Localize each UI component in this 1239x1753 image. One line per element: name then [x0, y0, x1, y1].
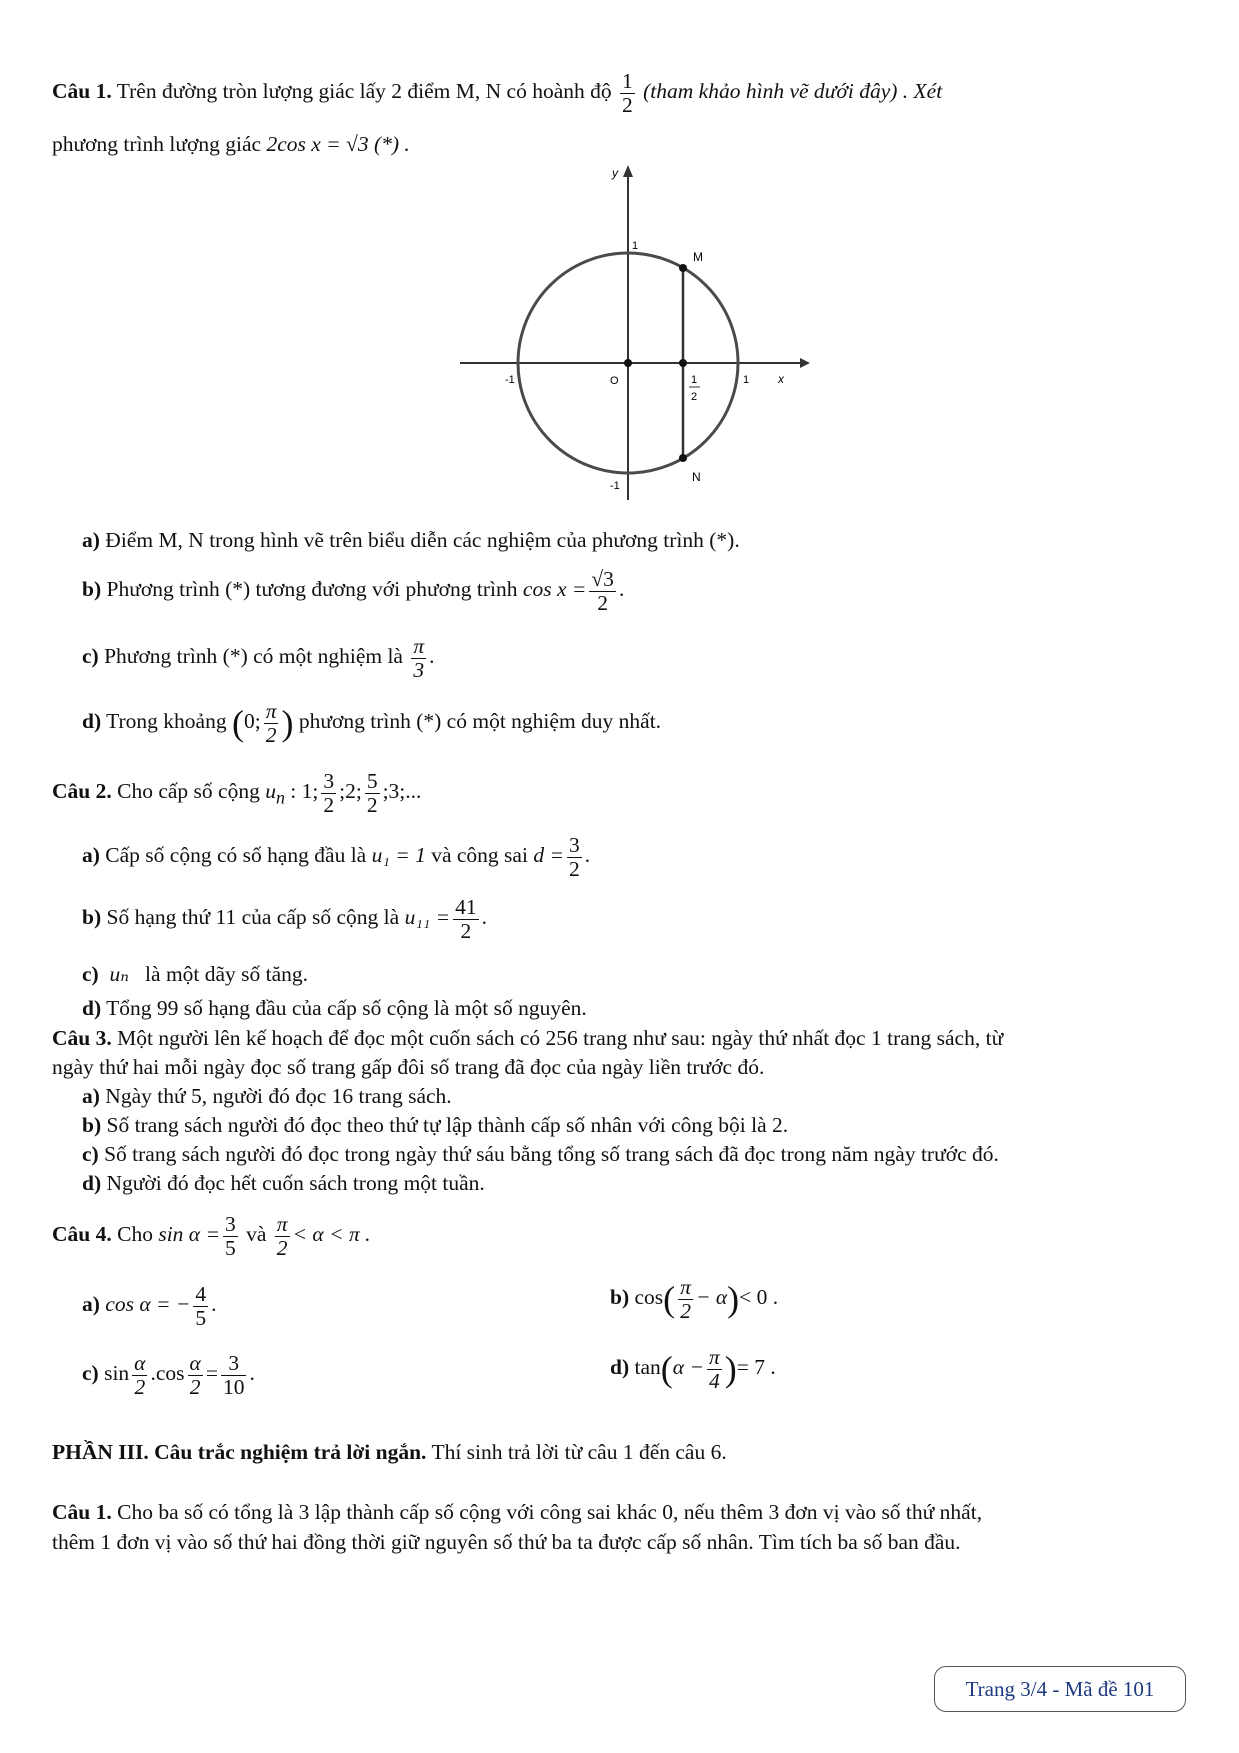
q1-item-d: d) Trong khoảng (0; $\frac{\pi}{2}$ ) phương trình (*) có một nghiệm duy nhất. [82, 699, 662, 747]
q4-item-a: a) cos α = − $\frac{4}{5}$ . [82, 1282, 217, 1330]
page-footer: Trang 3/4 - Mã đề 101 [934, 1666, 1186, 1712]
origin-label: O [610, 375, 619, 387]
point-half [679, 359, 687, 367]
q3-item-d: d) Người đó đọc hết cuốn sách trong một tuần. [82, 1171, 485, 1195]
point-m-label: M [693, 250, 703, 264]
y-axis-arrow [623, 165, 633, 177]
q3-item-c: c) Số trang sách người đó đọc trong ngày thứ sáu bằng tổng số trang sách đã đọc trong năm ngày trước đó. [82, 1142, 999, 1166]
q4-item-d: d) tan(α − $\frac{\pi}{4}$ )= 7 . [610, 1345, 776, 1393]
part3-heading-line [52, 1440, 727, 1465]
q1-stem-line2: phương trình lượng giác 2cos x = √3 (*) . [52, 132, 410, 156]
q1-item-c: c) Phương trình (*) có một nghiệm là $\frac{\pi}{3}$ . [82, 634, 435, 682]
q2-item-d: d) Tổng 99 số hạng đầu của cấp số cộng là một số nguyên. [82, 996, 587, 1020]
part3-heading: PHẦN III. Câu trắc nghiệm trả lời ngắn. [52, 1440, 427, 1464]
q1-stem-text: Trên đường tròn lượng giác lấy 2 điểm M, N có hoành độ [116, 79, 612, 103]
q1-stem-note: (tham khảo hình vẽ dưới đây) . Xét [643, 79, 943, 103]
q4-stem: Câu 4. Cho sin α = $\frac{3}{5}$ và $\frac{\pi}{2}$ < α < π . [52, 1212, 371, 1260]
part3-q1-line2: thêm 1 đơn vị vào số thứ hai đồng thời giữ nguyên số thứ ba ta được cấp số nhân. Tìm tích ba số ban đầu. [52, 1530, 961, 1554]
tick-right: 1 [743, 374, 750, 386]
tick-bottom: -1 [610, 480, 620, 492]
tick-left: -1 [505, 374, 515, 386]
q1-half-fraction: $\frac{1}{2}$ [622, 69, 633, 117]
q4-item-b: b) cos( $\frac{\pi}{2}$ − α)< 0 . [610, 1275, 779, 1323]
point-m [679, 264, 687, 272]
q3-stem-line2: ngày thứ hai mỗi ngày đọc số trang gấp đôi số trang đã đọc của ngày liền trước đó. [52, 1055, 765, 1079]
q1-item-a: a) Điểm M, N trong hình vẽ trên biểu diễn các nghiệm của phương trình (*). [82, 528, 740, 552]
q4-item-c: c) sin $\frac{\alpha}{2}$ .cos $\frac{\alpha}{2}$ = $\frac{3}{10}$ . [82, 1351, 255, 1399]
q3-stem-line1: Câu 3. Một người lên kế hoạch để đọc một cuốn sách có 256 trang như sau: ngày thứ nhất đọc 1 trang sách, từ [52, 1026, 1004, 1050]
q2-stem: Câu 2. Cho cấp số cộng $u_n$ : 1; $\frac{3}{2}$ ;2; $\frac{5}{2}$ ;3;... [52, 769, 422, 817]
q1-stem-line1 [52, 70, 942, 116]
half-den: 2 [691, 391, 698, 403]
q1-label: Câu 1. [52, 79, 112, 103]
q3-item-a: a) Ngày thứ 5, người đó đọc 16 trang sách. [82, 1084, 452, 1108]
q2-item-b: b) Số hạng thứ 11 của cấp số cộng là u₁₁ = $\frac{41}{2}$ . [82, 895, 488, 943]
half-num: 1 [691, 374, 698, 386]
q3-item-b: b) Số trang sách người đó đọc theo thứ tự lập thành cấp số nhân với công bội là 2. [82, 1113, 789, 1137]
point-n [679, 454, 687, 462]
unit-circle-figure [460, 165, 810, 505]
point-o [624, 359, 632, 367]
point-n-label: N [692, 470, 701, 484]
q2-item-c: c) uₙ là một dãy số tăng. [82, 962, 309, 986]
x-axis-arrow [800, 358, 810, 368]
q1-equation: 2cos x = √3 (*) . [266, 132, 410, 156]
x-axis-label: x [778, 372, 784, 386]
part3-instruction: Thí sinh trả lời từ câu 1 đến câu 6. [431, 1440, 727, 1464]
y-axis-label: y [612, 166, 618, 180]
part3-q1-line1: Câu 1. Cho ba số có tổng là 3 lập thành cấp số cộng với công sai khác 0, nếu thêm 3 đơn vị vào số thứ nhất, [52, 1500, 983, 1524]
q2-item-a: a) Cấp số cộng có số hạng đầu là u₁ = 1 và công sai d = $\frac{3}{2}$ . [82, 833, 591, 881]
tick-top: 1 [632, 240, 639, 252]
q1-item-b: b) Phương trình (*) tương đương với phương trình cos x = $\frac{√3}{2}$ . [82, 567, 625, 615]
